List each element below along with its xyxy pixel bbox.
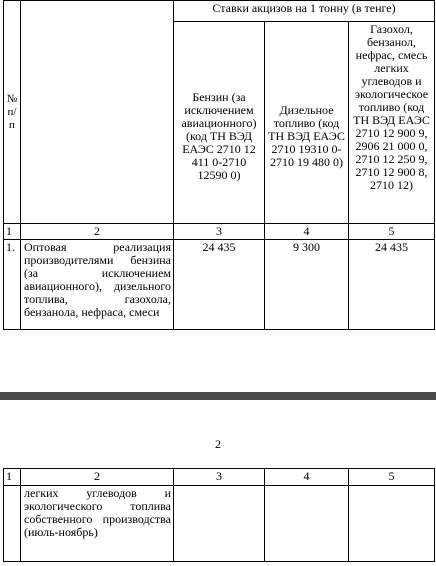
description-header	[21, 1, 174, 224]
col-number-4: 4	[265, 469, 349, 486]
diesel-column-header: Дизельное топливо (код ТН ВЭД ЕАЭС 2710 19310 0-2710 19 480 0)	[265, 22, 349, 224]
row-number-cont	[4, 486, 21, 562]
col-number-5: 5	[349, 469, 435, 486]
diesel-rate: 9 300	[265, 240, 349, 330]
col-number-1: 1	[4, 224, 21, 240]
gasoline-column-header: Бензин (за исключением авиационного) (код ТН ВЭД ЕАЭС 2710 12 411 0-2710 12590 0)	[174, 22, 265, 224]
col-number-3: 3	[174, 224, 265, 240]
gasohol-rate-cont	[349, 486, 435, 562]
rates-header: Ставки акцизов на 1 тонну (в тенге)	[174, 1, 435, 22]
num-header: № п/п	[4, 1, 21, 224]
col-number-2: 2	[21, 224, 174, 240]
gasoline-rate-cont	[174, 486, 265, 562]
excise-rates-table	[3, 0, 435, 330]
page-number: 2	[215, 437, 221, 451]
diesel-rate-cont	[265, 486, 349, 562]
col-number-3: 3	[174, 469, 265, 486]
row-description: Оптовая реализация производителями бензина (за исключением авиационного), дизельного топлива, газохола, бензанола, нефраса, смеси	[21, 240, 174, 330]
page-2	[0, 400, 436, 566]
gasohol-column-header: Газохол, бензанол, нефрас, смесь легких углеводов и экологическое топливо (код ТН ВЭД ЕАЭС 2710 12 900 9, 2906 21 000 0, 2710 12 250 9, 2710 12 900 8, 2710 12)	[349, 22, 435, 224]
row-description-cont: легких углеводов и экологического топлива собственного производства (июль-ноябрь)	[21, 486, 174, 562]
col-number-1: 1	[4, 469, 21, 486]
col-number-5: 5	[349, 224, 435, 240]
col-number-4: 4	[265, 224, 349, 240]
col-number-2: 2	[21, 469, 174, 486]
row-number: 1.	[4, 240, 21, 330]
gasohol-rate: 24 435	[349, 240, 435, 330]
page-separator	[0, 392, 436, 400]
gasoline-rate: 24 435	[174, 240, 265, 330]
excise-rates-table-continued	[3, 468, 435, 562]
